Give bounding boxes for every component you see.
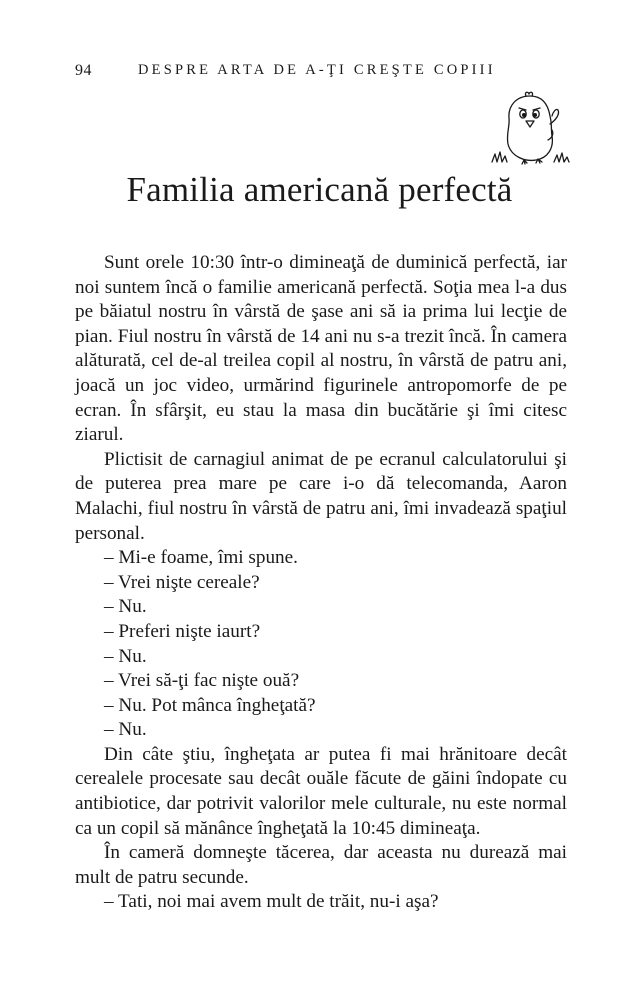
chapter-title: Familia americană perfectă	[126, 170, 513, 209]
dialogue-line: – Nu.	[104, 645, 147, 667]
dialogue-line: – Preferi nişte iaurt?	[104, 620, 261, 642]
paragraph: Sunt orele 10:30 într-o dimineaţă de duminică perfectă, iar noi suntem încă o familie americană perfectă. Soţia mea l-a dus pe băiatul nostru în vârstă de şase ani să ia prima lui lecţie de pian. Fiul nostru în vârstă de 14 ani nu s-a trezit încă. În camera alăturată, cel de-al treilea copil al nostru, în vârstă de patru ani, joacă un joc video, urmărind figurinele antropomorfe de pe ecran. În sfârşit, eu stau la masa din bucătărie şi îmi citesc ziarul.	[75, 252, 567, 446]
page-number: 94	[75, 62, 92, 79]
paragraph: Plictisit de carnagiul animat de pe ecranul calculatorului şi de puterea prea mare pe care i-o dă telecomanda, Aaron Malachi, fiul nostru în vârstă de patru ani, îmi invadează spaţiul personal.	[75, 448, 567, 544]
running-head: DESPRE ARTA DE A-ŢI CREŞTE COPIII	[138, 62, 496, 78]
dialogue-line: – Nu.	[104, 719, 147, 741]
dialogue-line: – Nu. Pot mânca îngheţată?	[104, 694, 316, 716]
dialogue-line: – Tati, noi mai avem mult de trăit, nu-i aşa?	[104, 891, 439, 913]
paragraph: În cameră domneşte tăcerea, dar aceasta nu durează mai mult de patru secunde.	[75, 842, 567, 888]
body-text	[75, 251, 567, 915]
dialogue-line: – Vrei nişte cereale?	[104, 571, 260, 593]
dialogue-line: – Mi-e foame, îmi spune.	[104, 547, 298, 569]
dialogue-line: – Vrei să-ţi fac nişte ouă?	[104, 670, 300, 692]
paragraph: Din câte ştiu, îngheţata ar putea fi mai hrănitoare decât cerealele procesate sau decât ouăle făcute de găini îndopate cu antibiotice, dar potrivit valorilor mele culturale, nu este normal ca un copil să mănânce îngheţată la 10:45 dimineaţa.	[75, 743, 567, 839]
dialogue-line: – Nu.	[104, 596, 147, 618]
chick-icon	[490, 90, 572, 166]
